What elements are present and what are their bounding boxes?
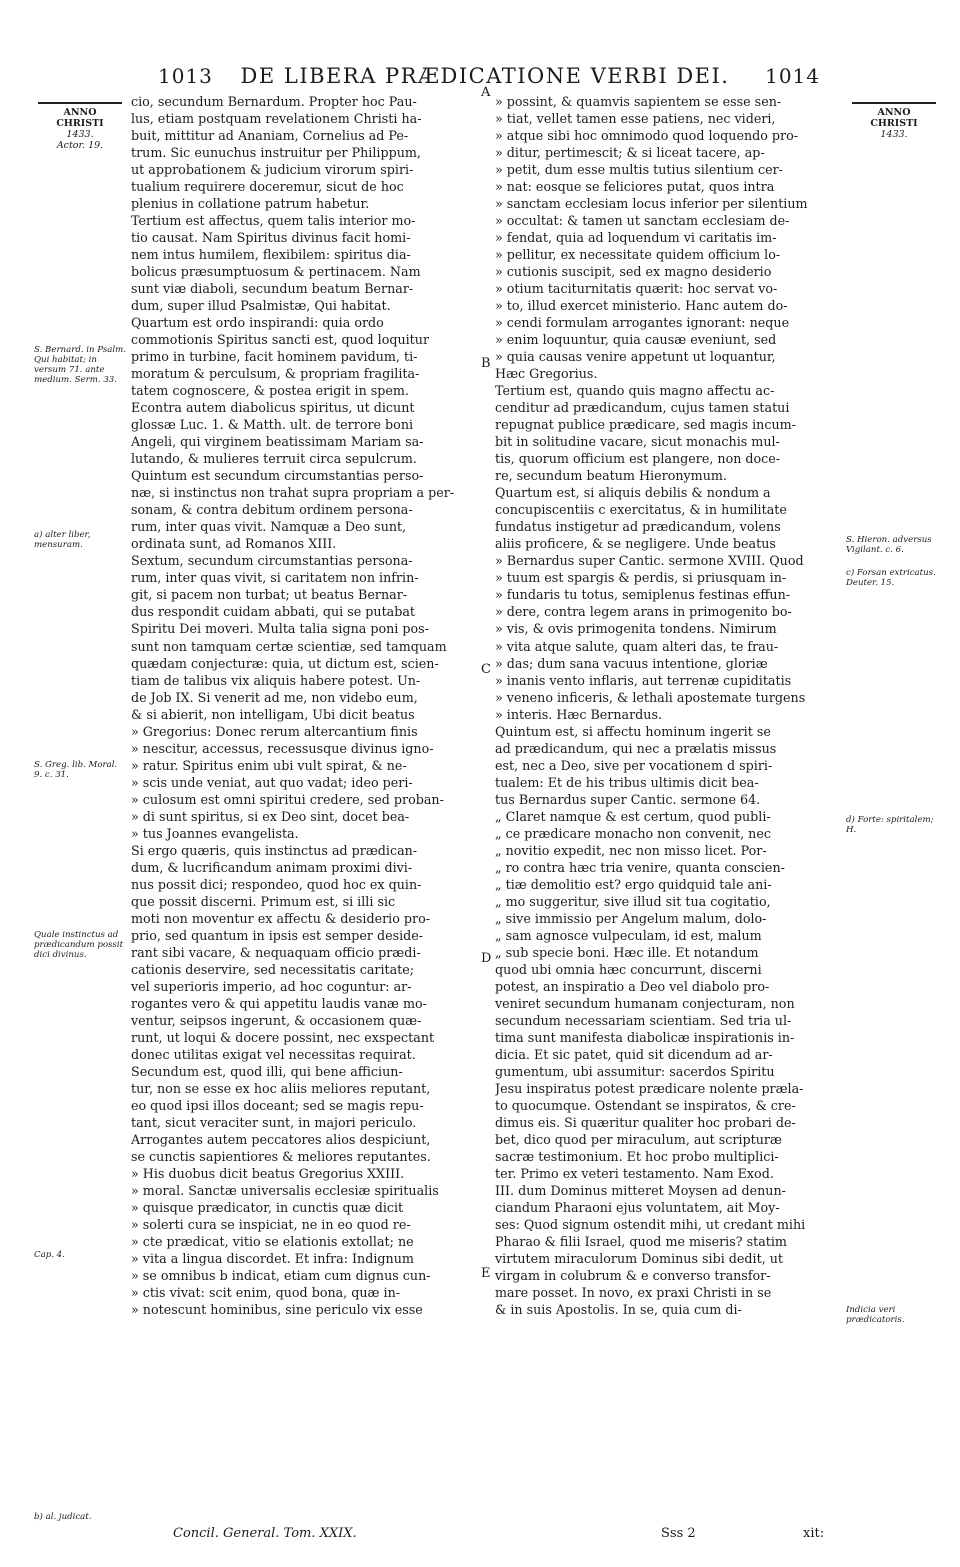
- text-line: » cutionis suscipit, sed ex magno desiderio: [495, 264, 772, 280]
- text-line: ses: Quod signum ostendit mihi, ut credant mihi: [495, 1217, 806, 1233]
- text-line: dum, super illud Psalmistæ, Qui habitat.: [131, 298, 391, 314]
- text-line: „ sam agnosce vulpeculam, id est, malum: [495, 927, 762, 943]
- text-line: III. dum Dominus mitteret Moysen ad denun-: [495, 1183, 786, 1198]
- text-line: tant, sicut veraciter sunt, in majori periculo.: [131, 1114, 417, 1130]
- christi-label: CHRISTI: [870, 118, 918, 129]
- text-line: » tiat, vellet tamen esse patiens, nec videri,: [495, 111, 776, 127]
- rule: [852, 102, 936, 104]
- text-line: Jesu inspiratus potest prædicare nolente præla-: [495, 1080, 804, 1096]
- text-line: » di sunt spiritus, si ex Deo sint, docet bea-: [131, 808, 410, 824]
- text-line: » cte prædicat, vitio se elationis extollat; ne: [131, 1234, 414, 1250]
- text-line: » Bernardus super Cantic. sermone XVIII. Quod: [495, 553, 804, 569]
- text-line: mare posset. In novo, ex praxi Christi in se: [495, 1285, 772, 1301]
- rule: [38, 102, 122, 104]
- text-line: rum, inter quas vivit, si caritatem non infrin-: [131, 570, 419, 586]
- text-line: tis, quorum officium est plangere, non doce-: [495, 451, 781, 467]
- margin-note: S. Bernard. in Psalm. Qui habitat; in versum 71. ante medium. Serm. 33.: [34, 345, 127, 385]
- margin-note: c) Forsan extricatus. Deuter. 15.: [846, 568, 936, 588]
- footer-citation: Concil. General. Tom. XXIX.: [173, 1526, 357, 1541]
- text-line: donec utilitas exigat vel necessitas requirat.: [131, 1046, 416, 1062]
- text-line: „ ro contra hæc tria venire, quanta conscien-: [495, 859, 785, 875]
- text-line: „ sive immissio per Angelum malum, dolo-: [495, 910, 767, 926]
- text-line: runt, ut loqui & docere possint, nec exspectant: [131, 1029, 435, 1045]
- text-line: » culosum est omni spiritui credere, sed proban-: [131, 791, 444, 807]
- text-line: glossæ Luc. 1. & Matth. ult. de terrore boni: [131, 417, 414, 433]
- text-line: » nat: eosque se feliciores putat, quos intra: [495, 179, 775, 195]
- text-line: & si abierit, non intelligam, Ubi dicit beatus: [131, 706, 415, 722]
- margin-note: Quale instinctus ad prædicandum possit dici divinus.: [34, 930, 124, 960]
- text-line: „ novitio expedit, nec non misso licet. Por-: [495, 842, 767, 858]
- text-line: » quisque prædicator, in cunctis quæ dicit: [131, 1200, 404, 1216]
- text-line: » tus Joannes evangelista.: [131, 825, 299, 841]
- text-line: est, nec a Deo, sive per vocationem d spiri-: [495, 757, 773, 773]
- text-line: ut approbationem & judicium virorum spiri-: [131, 162, 414, 178]
- text-line: prio, sed quantum in ipsis est semper deside-: [131, 927, 424, 943]
- text-line: vel superioris imperio, ad hoc coguntur: ar-: [131, 978, 412, 994]
- page-number-left: 1013: [158, 64, 213, 88]
- anno-label: ANNO: [877, 107, 911, 118]
- text-line: dicia. Et sic patet, quid sit dicendum ad ar-: [495, 1046, 773, 1062]
- text-line: bolicus præsumptuosum & pertinacem. Nam: [131, 264, 421, 280]
- text-line: » sanctam ecclesiam locus inferior per silentium: [495, 196, 808, 212]
- text-line: » Gregorius: Donec rerum altercantium finis: [131, 723, 418, 739]
- text-line: » se omnibus b indicat, etiam cum dignus cun-: [131, 1268, 431, 1284]
- text-line: » fendat, quia ad loquendum vi caritatis im-: [495, 230, 777, 246]
- text-line: » scis unde veniat, aut quo vadat; ideo peri-: [131, 774, 413, 790]
- text-line: » occultat: & tamen ut sanctam ecclesiam de-: [495, 213, 790, 229]
- text-line: » solerti cura se inspiciat, ne in eo quod re-: [131, 1217, 411, 1233]
- text-line: » inanis vento inflaris, aut terrenæ cupiditatis: [495, 672, 792, 688]
- text-line: rogantes vero & qui appetitu laudis vanæ mo-: [131, 995, 427, 1011]
- text-line: de Job IX. Si venerit ad me, non videbo eum,: [131, 689, 418, 705]
- text-line: Econtra autem diabolicus spiritus, ut dicunt: [131, 400, 415, 416]
- text-line: » possint, & quamvis sapientem se esse sen-: [495, 94, 782, 109]
- anno-christi-right: [852, 102, 936, 140]
- text-line: cenditur ad prædicandum, cujus tamen statui: [495, 400, 790, 416]
- text-line: fundatus instigetur ad prædicandum, volens: [495, 519, 781, 535]
- margin-note: a) alter liber, mensuram.: [34, 530, 91, 550]
- text-line: » moral. Sanctæ universalis ecclesiæ spiritualis: [131, 1183, 439, 1198]
- text-line: „ tiæ demolitio est? ergo quidquid tale ani-: [495, 876, 772, 892]
- text-line: repugnat publice prædicare, sed magis incum-: [495, 417, 796, 433]
- text-line: sunt viæ diaboli, secundum beatum Bernar-: [131, 281, 414, 297]
- text-line: Si ergo quæris, quis instinctus ad prædican-: [131, 842, 418, 858]
- text-line: » dere, contra legem arans in primogenito bo-: [495, 604, 792, 620]
- text-line: » veneno inficeris, & lethali apostemate turgens: [495, 689, 806, 705]
- section-letter-c: C: [481, 662, 491, 677]
- margin-note: S. Greg. lib. Moral. 9. c. 31.: [34, 760, 118, 780]
- text-line: nus possit dici; respondeo, quod hoc ex quin-: [131, 876, 422, 892]
- footer-signature: Sss 2: [661, 1526, 696, 1541]
- text-line: sunt non tamquam certæ scientiæ, sed tamquam: [131, 638, 447, 654]
- text-line: Hæc Gregorius.: [495, 366, 598, 382]
- text-line: tima sunt manifesta diabolicæ inspirationis in-: [495, 1029, 795, 1045]
- page-footer: [131, 1526, 839, 1548]
- text-line: Tertium est affectus, quem talis interior mo-: [131, 213, 416, 229]
- right-column: [495, 93, 839, 1318]
- text-line: tio causat. Nam Spiritus divinus facit homi-: [131, 230, 411, 246]
- text-line: bet, dico quod per miraculum, aut scripturæ: [495, 1131, 782, 1147]
- text-line: » His duobus dicit beatus Gregorius XXIII.: [131, 1165, 405, 1181]
- text-line: ventur, seipsos ingerunt, & occasionem quæ-: [131, 1012, 422, 1028]
- text-line: » vis, & ovis primogenita tondens. Nimirum: [495, 621, 777, 637]
- text-line: eo quod ipsi illos doceant; sed se magis repu-: [131, 1097, 424, 1113]
- text-line: secundum necessariam scientiam. Sed tria ul-: [495, 1012, 792, 1028]
- text-line: ordinata sunt, ad Romanos XIII.: [131, 536, 337, 552]
- text-line: Quartum est ordo inspirandi: quia ordo: [131, 315, 384, 331]
- text-line: lus, etiam postquam revelationem Christi ha-: [131, 111, 422, 127]
- text-line: Quartum est, si aliquis debilis & nondum a: [495, 485, 771, 501]
- text-line: dimus eis. Si quæritur qualiter hoc probari de-: [495, 1114, 796, 1130]
- text-line: virgam in colubrum & e converso transfor-: [495, 1268, 771, 1284]
- text-line: moratum & perculsum, & propriam fragilita-: [131, 366, 420, 382]
- text-line: „ ce prædicare monacho non convenit, nec: [495, 825, 771, 841]
- text-line: » quia causas venire appetunt ut loquantur,: [495, 349, 776, 365]
- text-line: ciandum Pharaoni ejus voluntatem, ait Moy-: [495, 1200, 780, 1216]
- section-letter-a: A: [481, 85, 491, 100]
- text-line: & in suis Apostolis. In se, quia cum di-: [495, 1302, 742, 1318]
- text-line: nem intus humilem, flexibilem: spiritus dia-: [131, 247, 411, 263]
- text-line: dum, & lucrificandum animam proximi divi-: [131, 859, 413, 875]
- text-line: Spiritu Dei moveri. Multa talia signa poni pos-: [131, 621, 429, 637]
- text-line: Tertium est, quando quis magno affectu ac-: [495, 383, 775, 399]
- text-line: veniret secundum humanam conjecturam, non: [495, 995, 795, 1011]
- section-letter-b: B: [481, 356, 491, 371]
- margin-note: Cap. 4.: [34, 1250, 65, 1260]
- text-line: virtutem miraculorum Dominus sibi dedit, ut: [495, 1251, 784, 1267]
- margin-note: d) Forte: spiritalem; H.: [846, 815, 934, 835]
- text-line: ter. Primo ex veteri testamento. Nam Exod.: [495, 1165, 774, 1181]
- text-line: que possit discerni. Primum est, si illi sic: [131, 893, 396, 909]
- text-line: » ctis vivat: scit enim, quod bona, quæ in-: [131, 1285, 401, 1301]
- running-title: DE LIBERA PRÆDICATIONE VERBI DEI.: [240, 64, 730, 88]
- footer-catchword: xit:: [803, 1526, 825, 1541]
- text-line: „ Claret namque & est certum, quod publi-: [495, 808, 771, 824]
- text-line: » tuum est spargis & perdis, si priusquam in-: [495, 570, 787, 586]
- text-line: tualium requirere doceremur, sicut de hoc: [131, 179, 404, 195]
- text-line: buit, mittitur ad Ananiam, Cornelius ad Pe-: [131, 128, 409, 144]
- text-line: tus Bernardus super Cantic. sermone 64.: [495, 791, 761, 807]
- text-line: » nescitur, accessus, recessusque divinus igno-: [131, 740, 434, 756]
- text-line: tur, non se esse ex hoc aliis meliores reputant,: [131, 1080, 431, 1096]
- text-line: lutando, & mulieres terruit circa sepulcrum.: [131, 451, 417, 467]
- text-line: Arrogantes autem peccatores alios despiciunt,: [131, 1131, 431, 1147]
- text-line: Angeli, qui virginem beatissimam Mariam sa-: [131, 434, 424, 450]
- text-line: ad prædicandum, qui nec a prælatis missus: [495, 740, 777, 756]
- text-line: » vita a lingua discordet. Et infra: Indignum: [131, 1251, 414, 1267]
- text-line: » ditur, pertimescit; & si liceat tacere, ap-: [495, 145, 765, 161]
- text-line: rum, inter quas vivit. Namquæ a Deo sunt,: [131, 519, 407, 535]
- text-line: » fundaris tu totus, semiplenus festinas effun-: [495, 587, 791, 603]
- text-line: commotionis Spiritus sancti est, quod loquitur: [131, 332, 430, 348]
- text-line: quædam conjecturæ: quia, ut dictum est, scien-: [131, 655, 439, 671]
- text-line: » vita atque salute, quam alteri das, te frau-: [495, 638, 779, 654]
- section-letter-d: D: [481, 951, 492, 966]
- text-line: » pellitur, ex necessitate quidem officium lo-: [495, 247, 781, 263]
- text-line: Quintum est secundum circumstantias perso-: [131, 468, 424, 484]
- text-line: sacræ testimonium. Et hoc probo multiplici-: [495, 1148, 779, 1164]
- text-line: cio, secundum Bernardum. Propter hoc Pau-: [131, 94, 417, 109]
- text-line: » otium taciturnitatis quærit: hoc servat vo-: [495, 281, 778, 297]
- text-line: dus respondit cuidam abbati, qui se putabat: [131, 604, 416, 620]
- text-line: cationis deservire, sed necessitatis caritate;: [131, 961, 415, 977]
- anno-label: ANNO: [63, 107, 97, 118]
- text-line: concupiscentiis c exercitatus, & in humilitate: [495, 502, 787, 518]
- text-line: næ, si instinctus non trahat supra propriam a per-: [131, 485, 455, 501]
- text-line: tualem: Et de his tribus ultimis dicit bea-: [495, 774, 759, 790]
- text-line: » enim loquuntur, quia causæ eveniunt, sed: [495, 332, 777, 348]
- text-line: aliis proficere, & se negligere. Unde beatus: [495, 536, 776, 552]
- anno-ref: Actor. 19.: [56, 140, 104, 151]
- text-line: » petit, dum esse multis tutius silentium cer-: [495, 162, 783, 178]
- text-line: rant sibi vacare, & nequaquam officio prædi-: [131, 944, 421, 960]
- margin-note: b) al. judicat.: [34, 1512, 92, 1522]
- text-line: to quocumque. Ostendant se inspiratos, & cre-: [495, 1097, 796, 1113]
- text-line: re, secundum beatum Hieronymum.: [495, 468, 727, 484]
- page-number-right: 1014: [765, 64, 820, 88]
- text-line: git, si pacem non turbat; ut beatus Bernar-: [131, 587, 408, 603]
- left-column: [131, 93, 495, 1318]
- margin-note: Indicia veri prædicatoris.: [846, 1305, 905, 1325]
- text-line: quod ubi omnia hæc concurrunt, discerni: [495, 961, 762, 977]
- text-line: » interis. Hæc Bernardus.: [495, 706, 662, 722]
- text-line: Pharao & filii Israel, quod me miseris? statim: [495, 1234, 787, 1250]
- text-line: gumentum, ubi assumitur: sacerdos Spiritu: [495, 1063, 775, 1079]
- text-line: moti non moventur ex affectu & desiderio pro-: [131, 910, 431, 926]
- anno-year: 1433.: [880, 129, 908, 140]
- christi-label: CHRISTI: [56, 118, 104, 129]
- text-line: „ sub specie boni. Hæc ille. Et notandum: [495, 944, 759, 960]
- text-line: » atque sibi hoc omnimodo quod loquendo pro-: [495, 128, 799, 144]
- text-line: » das; dum sana vacuus intentione, gloriæ: [495, 655, 768, 671]
- text-line: » ratur. Spiritus enim ubi vult spirat, & ne-: [131, 757, 407, 773]
- text-line: tiam de talibus vix aliquis habere potest. Un-: [131, 672, 421, 688]
- text-line: bit in solitudine vacare, sicut monachis mul-: [495, 434, 780, 450]
- text-line: » notescunt hominibus, sine periculo vix esse: [131, 1302, 423, 1318]
- text-line: tatem cognoscere, & postea erigit in spem.: [131, 383, 409, 399]
- text-line: primo in turbine, facit hominem pavidum, ti-: [131, 349, 418, 365]
- text-line: sonam, & contra debitum ordinem persona-: [131, 502, 413, 518]
- text-line: Sextum, secundum circumstantias persona-: [131, 553, 413, 569]
- anno-year: 1433.: [66, 129, 94, 140]
- text-line: » cendi formulam arrogantes ignorant: neque: [495, 315, 790, 331]
- text-line: potest, an inspiratio a Deo vel diabolo pro-: [495, 978, 770, 994]
- section-letter-e: E: [481, 1266, 491, 1281]
- text-line: trum. Sic eunuchus instruitur per Philippum,: [131, 145, 421, 161]
- text-line: » to, illud exercet ministerio. Hanc autem do-: [495, 298, 788, 314]
- anno-christi-left: [38, 102, 122, 151]
- text-line: „ mo suggeritur, sive illud sit tua cogitatio,: [495, 893, 771, 909]
- text-line: Quintum est, si affectu hominum ingerit se: [495, 723, 771, 739]
- text-line: se cunctis sapientiores & meliores reputantes.: [131, 1148, 431, 1164]
- margin-note: S. Hieron. adversus Vigilant. c. 6.: [846, 535, 932, 555]
- text-line: plenius in collatione patrum habetur.: [131, 196, 370, 212]
- text-line: Secundum est, quod illi, qui bene afficiun-: [131, 1063, 403, 1079]
